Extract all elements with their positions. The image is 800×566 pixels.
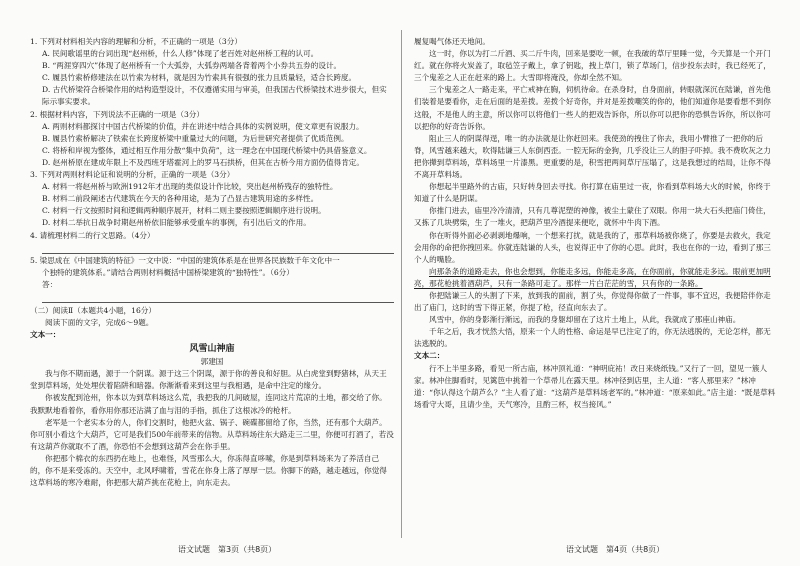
question-5-line-2: 个独特的建筑体系。”请结合两则材料概括中国桥梁建筑的“独特性”。（6分） xyxy=(42,267,294,277)
story-author: 郭建国 xyxy=(200,357,224,367)
question-2-option-d: D. 赵州桥原在建成年限上不及西班牙塔霍河上的罗马石拱桥，但其在古桥今用方面仍值得肯定。 xyxy=(42,157,364,167)
question-2-option-a: A. 两则材料都探讨中国古代桥梁的价值，并在讲述中结合具体的实例说明，使文章更有说服力。 xyxy=(42,121,364,131)
question-2-stem: 2. 根据材料内容，下列说法不正确的一项是（3分） xyxy=(30,109,204,119)
question-1-option-c: C. 履县竹索桥修建法在以竹索为材料，就是因为竹索具有很强的张力且质量轻，适合长跨度。 xyxy=(42,73,357,83)
question-3-option-c: C. 材料一行文按照时间和逻辑两种顺序展开，材料二则主要按照逻辑顺序进行说明。 xyxy=(42,206,326,216)
answer-line xyxy=(42,291,394,303)
question-1-option-a: A. 民间歌谣里的台词出现“赵州桥，什么人修”体现了老百姓对赵州桥工程的认可。 xyxy=(42,49,319,59)
page-footer-left: 语文试题 第3页（共8页） xyxy=(178,545,277,554)
story-paragraph: 我与你不期而遇，源于一个阴谋。源于这三个阴谋，源于你的善良和好胆。从白虎堂到野猪林，从天王堂到草料场，处处埋伏着陷阱和暗器。你渐渐看来到这里与我相遇，是命中注定的缘分。 xyxy=(30,369,387,391)
answer-line xyxy=(42,242,394,254)
story-paragraph: 履复喝气体还天地间。 xyxy=(414,37,490,46)
question-2-option-c: C. 将桥和岸视为整体，通过相互作用分散“集中负荷”，这一理念在中国现代桥梁中仍具借鉴意义。 xyxy=(42,145,372,155)
story-paragraph: 你想起半里路外的古庙，只好转身回去寻找。你打算在庙里过一夜，你看到草料场大火的时候，你终于知道了什么是阴谋。 xyxy=(414,182,771,204)
story-paragraph: 你把陆谦三人的头割了下来，放到我的面前，割了头，你觉得你做了一件事，事不宜迟，我便陪伴你走出了庙门，这时的雪下得正紧，你提了枪，径直向东去了。 xyxy=(414,290,771,313)
answer-label: 答： xyxy=(42,279,58,289)
question-1-stem: 1. 下列对材料相关内容的理解和分析，不正确的一项是（3分） xyxy=(30,37,242,46)
question-3-option-d: D. 材料二举抗日战争时期赵州桥依旧能够承受重车的事例，有引出后文的作用。 xyxy=(42,218,311,228)
question-3-option-a: A. 材料一将赵州桥与欧洲1912年才出现的类似设计作比较，突出赵州桥残存的独特性。 xyxy=(42,182,338,192)
right-column xyxy=(414,36,778,411)
story-paragraph: 千年之后，我才恍然大悟，原来一个人的性格、命运是早已注定了的，你无法逃脱的，无论怎样，都无法逃脱的。 xyxy=(414,327,771,349)
page-footer-right: 语文试题 第4页（共8页） xyxy=(566,545,665,554)
story-paragraph: 老军是一个老实本分的人，你们交割时，他把火盆、锅子、碗碟都留给了你，当然，还有那个大葫芦。你可别小看这个大葫芦，它可是我们500年前带来的信物。从草料场往东大路走三二里，你便可打酒了，若没有这葫芦你就取不了酒，你恐怕不会想到这葫芦会在你手里。 xyxy=(30,417,394,451)
question-2-option-b: B. 履县竹索桥解决了铁索在长跨度桥梁中重量过大的问题，为后世研究者提供了优质范例。 xyxy=(42,133,349,143)
story-paragraph: 你把那个棉衣的东西扔在地上，也难怪，风雪那么大，你冻得直哆嗦，你是到草料场来为了养活自己的，你不是来受冻的。天空中，北风呼啸着，雪花在你身上落了厚厚一层。你脚下的路，越走越远，你觉得这草料场的寒冷难耐，你把那大葫芦挑在花枪上，向东走去。 xyxy=(30,453,387,488)
left-column xyxy=(30,36,394,489)
text-two-label: 文本二： xyxy=(414,351,445,361)
story-title: 风雪山神庙 xyxy=(189,344,235,355)
story-paragraph: 阻止三人的阴谋得逞，唯一的办法就是让你赶回来。我使劲的拽住了你去，我用小臂推了一把你的后脊，风雪越来越大，吹得陆谦三人东倒西歪。一腔无际的金狗，几乎没让三人的胆子吓掉。我不费吹灰之力把你撵到草料场，草料场里一片漆黑。更重要的是，积雪把两间草厅压塌了，这是我想过的结局，让你不得不离开草料场。 xyxy=(414,133,771,180)
text-one-label: 文本一： xyxy=(30,330,61,340)
question-4: 4. 请梳理材料二的行文思路。（4分） xyxy=(30,230,155,240)
story-paragraph: 风雪中，你的身影渐行渐远，而我的身躯却留在了这片土地上，从此，我就成了那座山神庙。 xyxy=(429,315,741,325)
question-1-option-b: B. “两涯穿四穴”体现了赵州桥有一个大弧券，大弧券两端各背着两个小券共五券的设计。 xyxy=(42,61,342,71)
question-5-line-1: 5. 梁思成在《中国建筑的特征》一文中说：“中国的建筑体系是在世界各民族数千年文化中一 xyxy=(30,255,340,265)
question-3-option-b: B. 材料二前段阐述古代建筑在今天的各种用途，是为了凸显古建筑用途的多样性。 xyxy=(42,194,319,204)
question-1-option-d: D. 古代桥梁符合桥梁作用的结构造型设计，不仅遵循实用与审美，但我国古代桥梁技术进步很大，但实际示事实要求。 xyxy=(42,85,387,107)
text-two-paragraph: 行不上半里多路，看见一所古庙，林冲顶礼道：“神明庇祐！改日来烧纸钱。”又行了一回，望见一簇人家。林冲住脚看时，见篱笆中挑着一个草帚儿在露天里。林冲径到店里，主人道：“客人那里来？”林冲道：“你认得这个葫芦么？”主人看了道：“这葫芦是草料场老军的。”林冲道：“原来如此。”店主道：“既是草料场看守大哥，且请少坐，天气寒冷，且酌三杯，权当接风。” xyxy=(414,363,776,409)
underlined-paragraph: 向那条条的道路走去，你也会想到，你能走多远，你能走多高，在你面前，你就能走多远。眼前更加明亮，那花枪挑着酒葫芦，只有一条路可走了。那样一片白茫茫的雪，只有你的一条路。 xyxy=(414,266,771,288)
story-paragraph: 三个鬼差之人一路走来，平亡戒神在胸，伺机待命。在杀身时，自身面前，转眼就深沉在陆谦，首先他们装着是要看你，走在后面的是差拨。差拨个好奇你，并对是差拨嘲笑的你的，他们知道你是要看想不到你这般，不是他人的主意，所以你可以将他们一些人的把戏告诉你，所以你可以把你的恐惧告诉你，所以你可以把你的好奇告诉你。 xyxy=(414,85,771,131)
story-paragraph: 你在听得外面必必剥剥地爆响，一个想来打扰，就是我的了，那草料场被你烧了，你要是去救火，我定会用你的命把你拽回来。你就连陆谦的人头，也说得正中了你的心思。此时，我也在你的一边，看到了那三个人的嘴脸。 xyxy=(414,230,771,264)
story-paragraph: 你推门进去，庙里冷冷清清，只有几尊泥塑的神像，被尘土蒙住了双眼。你用一块大石头把庙门倚住，又拣了几块劈柴，生了一堆火，把葫芦里冷酒提来便吃，就怀中牛肉下酒。 xyxy=(414,206,771,228)
story-paragraph: 这一时，你以为打二斤酒、买二斤牛肉，回来是要吃一顿，在我破的草厅里睡一觉，今天算是一个开门红。就在你将火炭盖了，取毡笠子戴上，拿了钥匙，拽上草门，锁了草场门，信步投东去时，我已经死了，三个鬼差之人正在赶来的路上。大雪即将淹没，你却全然不知。 xyxy=(414,49,771,83)
section-heading: （二）阅读Ⅱ（本题共4小题，16分） xyxy=(30,305,156,315)
question-3-stem: 3. 下列对两则材料论证和说明的分析，正确的一项是（3分） xyxy=(30,170,235,180)
story-paragraph: 你被发配到沧州，你本以为到草料场这么荒，我把我的几间破屋，连同这片荒凉的土地，都交给了你。我默默地看着你，看你用你那还沾满了血与泪的手指，抓住了这根冰冷的枪杆。 xyxy=(30,393,387,415)
section-instruction: 阅读下面的文字，完成6～9题。 xyxy=(45,317,154,327)
column-divider xyxy=(401,30,402,538)
